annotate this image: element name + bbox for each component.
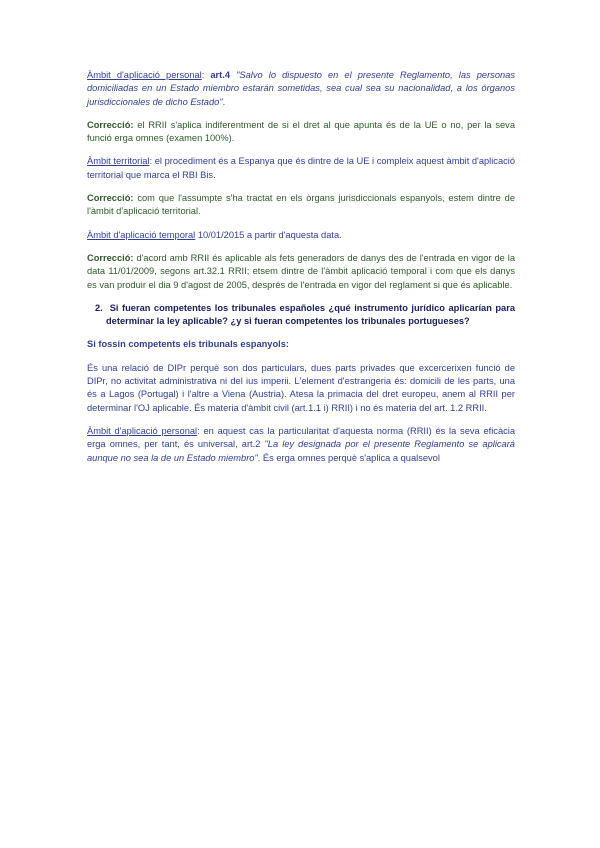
personal-scope-text-end: . És erga omnes perquè s'aplica a qualsevol xyxy=(257,452,440,463)
temporal-text: 10/01/2015 a partir d'aquesta data. xyxy=(195,229,342,240)
correction-label: Correcció: xyxy=(87,193,134,204)
personal-scope-text: : en aquest cas la particularitat d'aquesta norma (RRII) és la seva eficàcia erga omnes, per tant, és universal, art.2 xyxy=(87,425,515,450)
paragraph-personal-scope-rrii xyxy=(87,425,515,465)
question-number: 2. xyxy=(95,302,103,313)
correction-text: el RRII s'aplica indiferentment de si el dret al que apunta és de la UE o no, per la seva funció erga omnes (examen 100%). xyxy=(87,119,515,144)
correction-label: Correcció: xyxy=(87,119,134,130)
period: . xyxy=(222,96,226,107)
heading-personal-scope: Àmbit d'aplicació personal xyxy=(87,70,202,80)
paragraph-territorial-scope xyxy=(87,155,515,182)
heading-temporal-scope: Àmbit d'aplicació temporal xyxy=(87,229,196,240)
heading-territorial-scope: Àmbit territorial xyxy=(87,156,150,167)
section-heading-spanish-courts: Si fossin competents els tribunals espanyols: xyxy=(87,339,290,350)
correction-label: Correcció: xyxy=(87,252,134,263)
paragraph-correction-1 xyxy=(87,119,515,146)
question-text: Si fueran competentes los tribunales españoles ¿qué instrumento jurídico aplicarían para determinar la ley aplicable? ¿y si fueran competentes los tribunales portugueses? xyxy=(106,302,515,327)
paragraph-personal-scope xyxy=(87,69,515,109)
paragraph-correction-2 xyxy=(87,192,515,219)
paragraph-temporal-scope xyxy=(87,229,515,242)
quote-art4: "Salvo lo dispuesto en el presente Reglamento, las personas domiciliadas en un Estado miembro estarán sometidas, sea cual sea su nacionalidad, a los órganos jurisdiccionales de dicho Estado" xyxy=(87,70,515,107)
correction-text: d'acord amb RRII és aplicable als fets generadors de danys des de l'entrada en vigor de la data 11/01/2009, segons art.32.1 RRII; etsem dintre de l'àmbit aplicació temporal i com que els danys es van produir el dia 9 d'agost de 2005, després de l'entrada en vigor del reglament si que és aplicable. xyxy=(87,252,515,290)
heading-personal-scope-rrii: Àmbit d'aplicació personal xyxy=(87,425,198,436)
correction-text: com que l'assumpte s'ha tractat en els òrgans jurisdiccionals espanyols, estem dintre de l'àmbit d'aplicació territorial. xyxy=(87,193,515,217)
colon: : xyxy=(201,70,211,80)
paragraph-correction-3 xyxy=(87,252,515,292)
article-ref: art.4 xyxy=(210,70,237,80)
document-page xyxy=(87,69,515,475)
question-2 xyxy=(87,302,515,329)
paragraph-dipr-relation: És una relació de DIPr perquè son dos particulars, dues parts privades que excercerixen funció de DIPr, no activitat administrativa ni del ius imperii. L'element d'estrangeria és: domicili de les parts, una és a Lagos (Portugal) i l'altre a Viena (Austria). Atesa la primacia del dret europeu, anem al RRII per determinar l'OJ aplicable. És materia d'àmbit civil (art.1.1 i) RRII) i no és materia del art. 1.2 RRII. xyxy=(87,362,515,413)
quote-art2: "La ley designada por el presente Reglamento se aplicará aunque no sea la de un Estado miembro" xyxy=(87,439,515,463)
territorial-text: : el procediment és a Espanya que és dintre de la UE i compleix aquest àmbit d'aplicació territorial que marca el RBI Bis. xyxy=(87,156,516,180)
